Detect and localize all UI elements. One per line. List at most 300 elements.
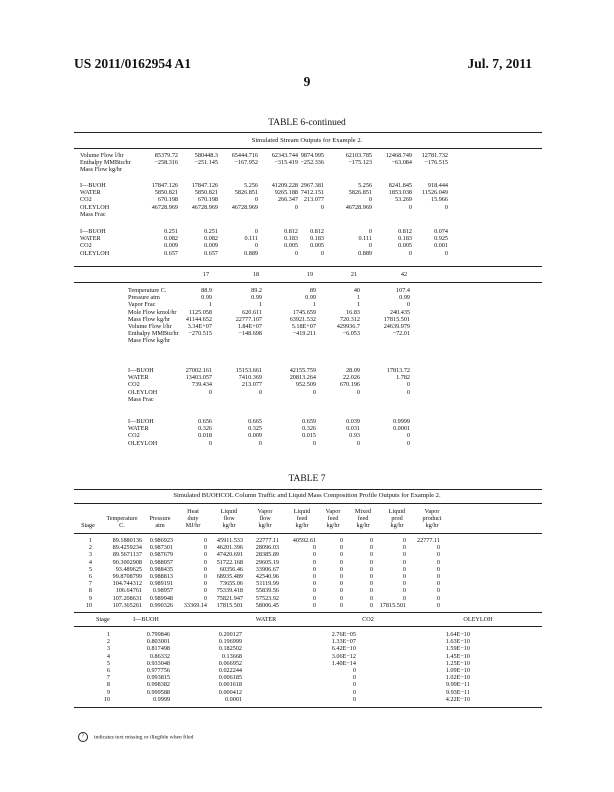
composition-cell: 0 bbox=[352, 667, 356, 674]
stream-massflow-cell: 46728.969 bbox=[231, 203, 258, 211]
traffic-cell: 0.988435 bbox=[149, 565, 173, 573]
stream-massfrac-cell: 0 bbox=[368, 242, 372, 250]
stream-massflow-cell: 46728.969 bbox=[345, 203, 372, 211]
stream-massfrac-cell: 0.183 bbox=[398, 235, 412, 243]
stream2-massfrac-cell: 0.031 bbox=[346, 425, 360, 433]
table6-title: TABLE 6-continued bbox=[268, 118, 346, 128]
stream-massflow-label: Mass Frac bbox=[80, 210, 106, 218]
stream-props-label: Pressure atm bbox=[128, 294, 160, 302]
column-header: flow bbox=[259, 515, 271, 523]
stream2-massflow-cell: 0 bbox=[208, 388, 212, 396]
traffic-cell: 42540.96 bbox=[255, 573, 279, 580]
traffic-cell: 55839.56 bbox=[255, 587, 279, 595]
traffic-cell: 3 bbox=[88, 551, 92, 559]
stream2-massfrac-cell: 0 bbox=[258, 439, 262, 447]
stream2-massfrac-cell: 0.009 bbox=[248, 432, 262, 440]
stream2-massflow-cell: 0 bbox=[406, 388, 410, 396]
composition-cell: 0.000412 bbox=[218, 688, 242, 696]
traffic-cell: 0 bbox=[312, 573, 316, 580]
stream-massflow-cell: 17847.126 bbox=[151, 182, 178, 189]
stream2-massflow-label: WATER bbox=[128, 374, 149, 382]
composition-cell: 1.40E−14 bbox=[331, 659, 356, 667]
page-number: 9 bbox=[303, 74, 311, 89]
stream-massfrac-label: I—BUOH bbox=[80, 228, 106, 235]
traffic-cell: 0 bbox=[312, 580, 316, 588]
column-header: Heat bbox=[187, 508, 199, 515]
traffic-cell: 0 bbox=[203, 537, 207, 544]
stream2-massflow-cell: 1.782 bbox=[396, 374, 410, 382]
stream-props-cell: 40 bbox=[353, 287, 360, 294]
traffic-cell: 22777.11 bbox=[256, 537, 279, 544]
stream-props-cell: 1125.058 bbox=[189, 308, 212, 316]
traffic-cell: 0 bbox=[402, 558, 406, 566]
stream-massfrac-cell: 0.005 bbox=[284, 242, 298, 250]
traffic-cell: 89.5671137 bbox=[112, 551, 142, 559]
stream-massfrac-cell: 0 bbox=[254, 242, 258, 250]
stream-flow-cell: −175.123 bbox=[348, 159, 372, 167]
traffic-cell: 0 bbox=[312, 551, 316, 559]
column-header: kg/hr bbox=[258, 522, 272, 530]
traffic-cell: 0 bbox=[369, 573, 373, 580]
stream-massflow-cell: 5826.851 bbox=[234, 189, 258, 197]
composition-cell: 0.803001 bbox=[146, 638, 170, 646]
stream-props-cell: 1 bbox=[208, 301, 212, 309]
composition-cell: 4 bbox=[106, 652, 110, 660]
traffic-cell: 4 bbox=[88, 558, 92, 566]
stream-massflow-label: WATER bbox=[80, 189, 101, 197]
table6-mid-rule bbox=[74, 266, 542, 267]
stream-props-cell: 0 bbox=[406, 301, 410, 309]
traffic-cell: 45911.533 bbox=[216, 537, 243, 544]
composition-cell: 1.45E−10 bbox=[445, 652, 470, 660]
stream-flow-cell: −167.952 bbox=[234, 159, 258, 167]
stream-massfrac-cell: 0.889 bbox=[358, 249, 372, 257]
traffic-cell: 107.208631 bbox=[112, 594, 142, 602]
composition-cell: 0.0001 bbox=[224, 695, 242, 703]
traffic-cell: 0 bbox=[402, 573, 406, 580]
stream-props-cell: 1 bbox=[258, 301, 262, 309]
stream2-massflow-cell: 15153.661 bbox=[235, 367, 262, 374]
traffic-cell: 0 bbox=[436, 565, 440, 573]
traffic-cell: 8 bbox=[88, 587, 92, 595]
column-header: kg/hr bbox=[356, 522, 370, 530]
composition-cell: 9 bbox=[106, 688, 110, 696]
stream2-massflow-cell: 28.09 bbox=[346, 367, 360, 374]
traffic-cell: 0 bbox=[402, 565, 406, 573]
stream2-massfrac-label: WATER bbox=[128, 425, 149, 433]
table6-subtitle: Simulated Stream Outputs for Example 2. bbox=[251, 137, 363, 144]
stream2-massfrac-cell: 0 bbox=[312, 439, 316, 447]
traffic-cell: 0 bbox=[369, 580, 373, 588]
traffic-cell: 0 bbox=[339, 565, 343, 573]
stream-flow-cell: 85379.72 bbox=[154, 152, 178, 159]
composition-cell: 0.998382 bbox=[146, 681, 170, 689]
stream-props-label: Temperature C. bbox=[128, 287, 167, 294]
stream2-massfrac-cell: 0.93 bbox=[349, 432, 360, 440]
traffic-cell: 2 bbox=[88, 544, 92, 552]
traffic-cell: 0.990326 bbox=[149, 601, 173, 609]
traffic-cell: 9 bbox=[88, 594, 92, 602]
stream-massfrac-cell: 0.657 bbox=[164, 249, 178, 257]
stream-massfrac-label: OLEYLOH bbox=[80, 249, 110, 257]
column-header: atm bbox=[155, 522, 165, 530]
stream2-massflow-label: I—BUOH bbox=[128, 367, 154, 374]
traffic-cell: 0 bbox=[339, 558, 343, 566]
table7-subtitle-rule bbox=[74, 503, 542, 504]
composition-cell: 0.999588 bbox=[146, 688, 170, 696]
column-header: Liquid bbox=[220, 508, 238, 515]
stream-massfrac-label: WATER bbox=[80, 235, 101, 243]
stream-massfrac-cell: 0 bbox=[320, 249, 324, 257]
composition-cell: 1.09E−10 bbox=[445, 667, 470, 674]
column-header: Liquid bbox=[293, 508, 311, 515]
composition-cell: 1 bbox=[106, 631, 110, 638]
traffic-cell: 51119.99 bbox=[256, 580, 279, 588]
traffic-cell: 73655.06 bbox=[219, 580, 243, 588]
stream-flow-cell: −63.084 bbox=[391, 159, 412, 167]
stream-props-cell: 1.84E+07 bbox=[237, 323, 262, 330]
traffic-cell: 1 bbox=[88, 537, 92, 544]
stream-props-cell: 240.435 bbox=[389, 308, 410, 316]
composition-cell: 1.64E−10 bbox=[445, 631, 470, 638]
traffic-cell: 89.4259234 bbox=[112, 544, 142, 552]
stream-flow-cell: −258.316 bbox=[154, 159, 178, 167]
traffic-cell: 0 bbox=[436, 544, 440, 552]
traffic-cell: 47420.691 bbox=[216, 551, 243, 559]
traffic-cell: 90.3002908 bbox=[112, 558, 142, 566]
column-header: kg/hr bbox=[390, 522, 404, 530]
composition-cell: 5 bbox=[106, 659, 110, 667]
stream-number: 17 bbox=[202, 271, 210, 278]
traffic-cell: 0 bbox=[339, 601, 343, 609]
table7-top-rule bbox=[74, 489, 542, 490]
stream-props-cell: −72.01 bbox=[392, 330, 410, 338]
column-header: Mixed bbox=[354, 508, 372, 515]
traffic-cell: 0 bbox=[339, 544, 343, 552]
stream-massflow-cell: 213.077 bbox=[303, 196, 324, 204]
traffic-cell: 17815.501 bbox=[216, 601, 243, 609]
traffic-cell: 22777.11 bbox=[417, 537, 440, 544]
stream-massfrac-cell: 0.111 bbox=[244, 235, 258, 243]
traffic-cell: 57523.92 bbox=[255, 594, 279, 602]
traffic-cell: 17815.501 bbox=[379, 601, 406, 609]
stream-props-cell: 17815.501 bbox=[383, 315, 410, 323]
stream-props-label: Mass Flow kg/hr bbox=[128, 337, 170, 345]
stream-flow-cell: 12781.732 bbox=[421, 152, 448, 159]
traffic-cell: 0 bbox=[203, 587, 207, 595]
stream-massflow-cell: 266.347 bbox=[277, 196, 298, 204]
stream2-massfrac-label: CO2 bbox=[128, 432, 140, 440]
traffic-cell: 75339.418 bbox=[216, 587, 243, 595]
traffic-cell: 99.8708799 bbox=[112, 573, 142, 580]
traffic-cell: 0 bbox=[436, 594, 440, 602]
composition-cell: 0.933048 bbox=[146, 659, 170, 667]
stream-massfrac-cell: 0.074 bbox=[434, 228, 448, 235]
stream2-massfrac-cell: 0.326 bbox=[198, 425, 212, 433]
stream2-massfrac-cell: 0.659 bbox=[302, 418, 316, 425]
column-header: kg/hr bbox=[425, 522, 439, 530]
stream-massfrac-cell: 0.001 bbox=[434, 242, 448, 250]
traffic-cell: 0 bbox=[312, 601, 316, 609]
comp-header: Stage bbox=[96, 616, 110, 623]
stream-massflow-cell: 0 bbox=[408, 203, 412, 211]
stream-props-label: Mass Flow kg/hr bbox=[128, 315, 170, 323]
traffic-cell: 0 bbox=[203, 573, 207, 580]
stream2-massfrac-cell: 0.018 bbox=[198, 432, 212, 440]
stream-flow-cell: −315.419 bbox=[274, 159, 298, 167]
stream2-massflow-cell: 7410.369 bbox=[238, 374, 262, 382]
traffic-cell: 0 bbox=[203, 565, 207, 573]
traffic-cell: 0 bbox=[339, 580, 343, 588]
stream2-massfrac-cell: 0.015 bbox=[302, 432, 316, 440]
stream-number: 18 bbox=[252, 271, 260, 278]
composition-cell: 0.13668 bbox=[221, 652, 242, 660]
column-header: MJ/hr bbox=[185, 522, 201, 530]
publication-date: Jul. 7, 2011 bbox=[467, 56, 532, 71]
stream-props-cell: 0.99 bbox=[305, 294, 316, 302]
composition-cell: 0 bbox=[352, 688, 356, 696]
stream-flow-cell: 62103.785 bbox=[345, 152, 372, 159]
stream-massflow-cell: 11526.049 bbox=[421, 189, 448, 197]
traffic-cell: 0 bbox=[203, 551, 207, 559]
stream-props-cell: −6.053 bbox=[342, 330, 360, 338]
stream-props-cell: 0.99 bbox=[201, 294, 212, 302]
stream2-massfrac-cell: 0.326 bbox=[302, 425, 316, 433]
stream-props-label: Vapor Frac bbox=[128, 301, 156, 309]
traffic-cell: 104.744312 bbox=[112, 580, 142, 588]
traffic-cell: 0 bbox=[369, 551, 373, 559]
stream-massflow-cell: 5826.851 bbox=[348, 189, 372, 197]
stream2-massflow-cell: 213.077 bbox=[241, 381, 262, 389]
traffic-cell: 93.489625 bbox=[115, 565, 142, 573]
table6-top-rule bbox=[74, 132, 542, 133]
traffic-cell: 0 bbox=[436, 580, 440, 588]
traffic-cell: 0.98957 bbox=[152, 587, 173, 595]
composition-cell: 1.59E−10 bbox=[445, 645, 470, 653]
stream-massflow-cell: 0 bbox=[254, 196, 258, 204]
stream-massflow-cell: 46728.969 bbox=[191, 203, 218, 211]
stream2-massfrac-cell: 0 bbox=[406, 439, 410, 447]
composition-cell: 0 bbox=[352, 681, 356, 689]
traffic-cell: 33369.14 bbox=[183, 601, 207, 609]
traffic-cell: 58006.45 bbox=[255, 601, 279, 609]
stream2-massfrac-cell: 0.0001 bbox=[392, 425, 410, 433]
stream-massflow-cell: 7412.151 bbox=[300, 189, 324, 197]
traffic-cell: 28385.89 bbox=[255, 551, 279, 559]
traffic-cell: 60356.46 bbox=[219, 565, 243, 573]
traffic-cell: 0.989948 bbox=[149, 594, 173, 602]
stream-props-cell: −148.698 bbox=[238, 330, 262, 338]
stream-flow-cell: 9874.995 bbox=[300, 152, 324, 159]
stream-props-cell: 3.34E+07 bbox=[187, 323, 212, 330]
stream-props-cell: 89 bbox=[309, 287, 316, 294]
comp-header: OLEYLOH bbox=[463, 616, 493, 623]
stream-massfrac-cell: 0.251 bbox=[164, 228, 178, 235]
stream-props-cell: 89.2 bbox=[251, 287, 262, 294]
stream-props-cell: 41144.652 bbox=[185, 315, 212, 323]
traffic-cell: 0 bbox=[312, 587, 316, 595]
stream2-massflow-cell: 20813.264 bbox=[289, 374, 316, 382]
composition-cell: 0.006185 bbox=[218, 674, 242, 682]
stream2-massflow-cell: 22.026 bbox=[342, 374, 360, 382]
traffic-cell: 51722.168 bbox=[216, 558, 243, 566]
stream-massfrac-cell: 0.183 bbox=[284, 235, 298, 243]
traffic-cell: 0.987301 bbox=[149, 544, 173, 552]
composition-cell: 9.93E−11 bbox=[445, 688, 470, 696]
composition-cell: 1.25E−10 bbox=[445, 659, 470, 667]
traffic-cell: 0.986923 bbox=[149, 537, 173, 544]
stream-flow-label: Mass Flow kg/hr bbox=[80, 166, 122, 174]
stream-massflow-cell: 15.966 bbox=[430, 196, 448, 204]
composition-cell: 2 bbox=[106, 638, 110, 646]
traffic-cell: 0 bbox=[402, 551, 406, 559]
publication-number: US 2011/0162954 A1 bbox=[74, 56, 192, 71]
composition-cell: 0.182502 bbox=[218, 645, 242, 653]
stream-props-cell: 107.4 bbox=[396, 287, 410, 294]
composition-cell: 0.022244 bbox=[218, 667, 242, 674]
traffic-cell: 89.1880136 bbox=[112, 537, 142, 544]
composition-cell: 6.42E−10 bbox=[331, 645, 356, 653]
composition-cell: 6 bbox=[106, 667, 110, 674]
traffic-cell: 33906.67 bbox=[255, 565, 279, 573]
stream2-massfrac-cell: 0 bbox=[406, 432, 410, 440]
stream-massfrac-cell: 0.009 bbox=[164, 242, 178, 250]
composition-cell: 8 bbox=[106, 681, 110, 689]
stream2-massfrac-cell: 0.665 bbox=[248, 418, 262, 425]
stream-massfrac-cell: 0.812 bbox=[398, 228, 412, 235]
composition-cell: 0 bbox=[352, 674, 356, 682]
table6-stream-rule bbox=[74, 282, 542, 283]
composition-cell: 7 bbox=[106, 674, 110, 682]
traffic-cell: 0 bbox=[312, 594, 316, 602]
traffic-cell: 0 bbox=[312, 558, 316, 566]
stream2-massflow-cell: 0 bbox=[356, 388, 360, 396]
stream-massfrac-cell: 0.005 bbox=[398, 242, 412, 250]
stream2-massflow-cell: 0 bbox=[312, 388, 316, 396]
stream-props-label: Enthalpy MMBtu/hr bbox=[128, 330, 179, 338]
column-header: flow bbox=[223, 515, 235, 523]
composition-cell: 2.76E−05 bbox=[331, 631, 356, 638]
traffic-cell: 0 bbox=[369, 565, 373, 573]
stream-massfrac-cell: 0 bbox=[444, 249, 448, 257]
stream2-massflow-cell: 0 bbox=[258, 388, 262, 396]
composition-cell: 1.02E−10 bbox=[445, 674, 470, 682]
column-header: feed bbox=[296, 515, 308, 523]
column-header: duty bbox=[187, 515, 199, 523]
table7-title: TABLE 7 bbox=[288, 474, 326, 484]
table7-header-rule bbox=[74, 533, 542, 534]
stream-props-cell: 429936.7 bbox=[336, 323, 360, 330]
stream-props-cell: 24639.979 bbox=[383, 323, 410, 330]
stream2-massflow-cell: 27002.161 bbox=[185, 367, 212, 374]
traffic-cell: 0 bbox=[436, 573, 440, 580]
stream-props-cell: 0.99 bbox=[399, 294, 410, 302]
traffic-cell: 0 bbox=[339, 537, 343, 544]
traffic-cell: 0 bbox=[369, 587, 373, 595]
stream2-massflow-cell: 42155.759 bbox=[289, 367, 316, 374]
column-header: Vapor bbox=[424, 508, 440, 515]
stream-massfrac-cell: 0 bbox=[294, 249, 298, 257]
stream-massfrac-cell: 0.889 bbox=[244, 249, 258, 257]
stream-number: 42 bbox=[400, 271, 408, 278]
traffic-cell: 0.988813 bbox=[149, 573, 173, 580]
traffic-cell: 0 bbox=[402, 537, 406, 544]
traffic-cell: 0.988057 bbox=[149, 558, 173, 566]
traffic-cell: 0 bbox=[436, 587, 440, 595]
column-header: prod bbox=[391, 515, 403, 523]
column-header: product bbox=[422, 515, 442, 523]
stream-massflow-cell: 8241.845 bbox=[388, 182, 412, 189]
traffic-cell: 46201.396 bbox=[216, 544, 243, 552]
stream-massfrac-cell: 0 bbox=[254, 228, 258, 235]
traffic-cell: 0 bbox=[402, 580, 406, 588]
traffic-cell: 0 bbox=[402, 587, 406, 595]
table7-traffic-rule bbox=[74, 612, 542, 613]
stream-flow-cell: 12468.749 bbox=[385, 152, 412, 159]
composition-cell: 0.196999 bbox=[218, 638, 242, 646]
stream-massfrac-cell: 0 bbox=[408, 249, 412, 257]
stream-props-cell: 1 bbox=[356, 294, 360, 302]
traffic-cell: 0 bbox=[402, 544, 406, 552]
column-header: feed bbox=[357, 515, 369, 523]
column-header: kg/hr bbox=[326, 522, 340, 530]
stream-massfrac-cell: 0.009 bbox=[204, 242, 218, 250]
stream-props-cell: −270.515 bbox=[188, 330, 212, 338]
comp-header: CO2 bbox=[362, 616, 374, 623]
column-header: C. bbox=[119, 522, 125, 530]
stream2-massfrac-cell: 0.9999 bbox=[392, 418, 410, 425]
stream-massflow-label: OLEYLOH bbox=[80, 203, 110, 211]
comp-header: WATER bbox=[255, 616, 277, 623]
stream2-massflow-label: OLEYLOH bbox=[128, 388, 158, 396]
traffic-cell: 10 bbox=[85, 601, 92, 609]
stream-props-cell: 0.99 bbox=[251, 294, 262, 302]
stream-flow-label: Enthalpy MMBtu/hr bbox=[80, 159, 131, 167]
stream-flow-cell: −176.515 bbox=[424, 159, 448, 167]
stream-props-cell: 63921.532 bbox=[289, 315, 316, 323]
stream-massfrac-cell: 0 bbox=[368, 228, 372, 235]
footnote-text: indicates text missing or illegible when filed bbox=[94, 734, 194, 741]
stream-props-cell: 88.9 bbox=[201, 287, 212, 294]
traffic-cell: 106.64761 bbox=[115, 587, 142, 595]
stream-massflow-label: CO2 bbox=[80, 196, 92, 204]
composition-cell: 0.200127 bbox=[218, 631, 242, 638]
stream2-massfrac-cell: 0.325 bbox=[248, 425, 262, 433]
stream-props-cell: −419.211 bbox=[292, 330, 316, 338]
stream-props-label: Volume Flow l/hr bbox=[128, 323, 172, 330]
column-header: Vapor bbox=[325, 508, 341, 515]
stream-props-cell: 22777.107 bbox=[235, 315, 262, 323]
stream-massfrac-cell: 0.082 bbox=[164, 235, 178, 243]
composition-cell: 9.99E−11 bbox=[445, 681, 470, 689]
traffic-cell: 0 bbox=[312, 565, 316, 573]
stream-massflow-cell: 5.256 bbox=[244, 182, 258, 189]
composition-cell: 3.06E−12 bbox=[331, 652, 356, 660]
stream-massflow-cell: 41209.228 bbox=[271, 182, 298, 189]
stream-massfrac-cell: 0.082 bbox=[204, 235, 218, 243]
stream-massfrac-cell: 0.005 bbox=[310, 242, 324, 250]
traffic-cell: 40592.61 bbox=[292, 537, 316, 544]
column-header: feed bbox=[327, 515, 339, 523]
traffic-cell: 0 bbox=[402, 594, 406, 602]
stream2-massfrac-cell: 0 bbox=[356, 439, 360, 447]
composition-cell: 4.22E−10 bbox=[445, 695, 470, 703]
traffic-cell: 0 bbox=[203, 594, 207, 602]
stream-massfrac-cell: 0.183 bbox=[310, 235, 324, 243]
stream-props-cell: 16.83 bbox=[346, 308, 360, 316]
stream-massflow-cell: 46728.969 bbox=[151, 203, 178, 211]
stream2-massflow-cell: 739.434 bbox=[191, 381, 212, 389]
